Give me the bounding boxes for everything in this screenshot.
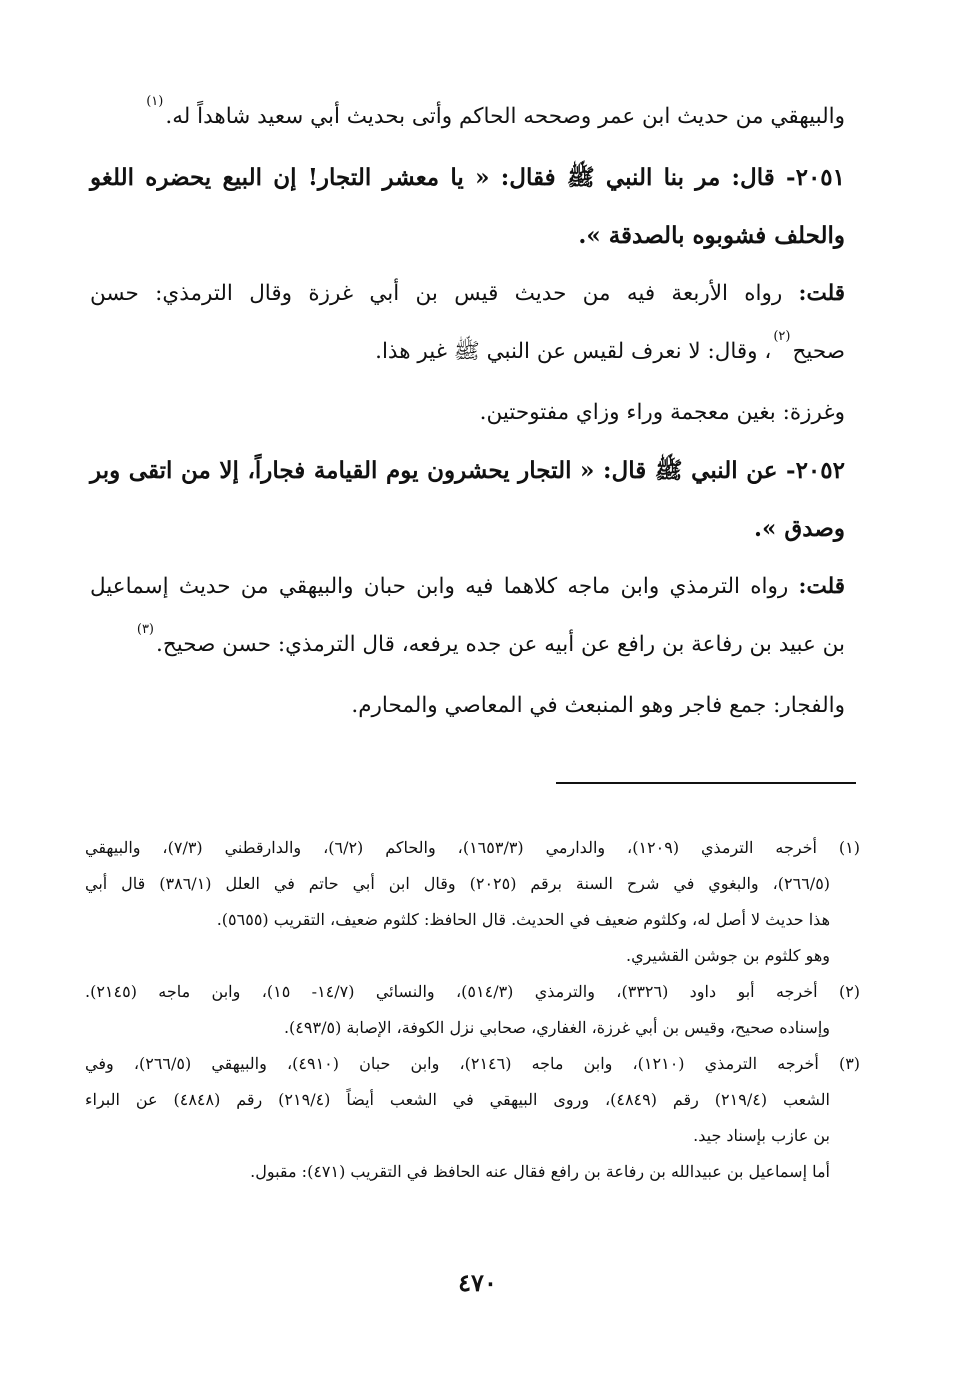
sahih-word: صحيح bbox=[792, 339, 845, 364]
footnotes bbox=[85, 830, 860, 1190]
hadith-2052-line-2: وصدق ». bbox=[754, 515, 845, 542]
footnote-3-line-4: أما إسماعيل بن عبيدالله بن رفاعة بن رافع فقال عنه الحافظ في التقريب (٤٧١): مقبول. bbox=[250, 1162, 830, 1181]
footnote-1-line-1: (١) أخرجه الترمذي (١٢٠٩)، والدارمي (١٦٥٣/٣)، والحاكم (٦/٢)، والدارقطني (٧/٣)، والبيهقي bbox=[85, 838, 861, 857]
fujjar-note: والفجار: جمع فاجر وهو المنبعث في المعاصي والمحارم. bbox=[351, 693, 845, 718]
footnote-1-line-2: (٢٦٦/٥)، والبغوي في شرح السنة برقم (٢٠٢٥) وقال ابن أبي حاتم في العلل (٣٨٦/١) قال أبي bbox=[85, 874, 831, 893]
gharza-note: وغرزة: بغين معجمة وراء وزاي مفتوحتين. bbox=[479, 400, 845, 425]
text-line-1 bbox=[90, 88, 845, 149]
footnote-ref-3: (٣) bbox=[136, 622, 154, 637]
footnote-1-line-3: هذا حديث لا أصل له، وكلثوم ضعيف في الحديث. قال الحافظ: كلثوم ضعيف، التقريب (٥٦٥٥). bbox=[216, 910, 830, 929]
hadith-2051-line-1: ٢٠٥١- قال: مر بنا النبي ﷺ فقال: « يا معشر التجار! إن البيع يحضره اللغو bbox=[90, 164, 846, 191]
commentary-2051-line-2 bbox=[90, 323, 845, 384]
page-number: ٤٧٠ bbox=[458, 1268, 497, 1297]
footnote-2-line-2: وإسناده صحيح، وقيس بن أبي غرزة، الغفاري، صحابي نزل الكوفة، الإصابة (٤٩٣/٥). bbox=[283, 1018, 830, 1037]
footnote-ref-1: (١) bbox=[146, 94, 164, 109]
commentary-2051-line-1 bbox=[90, 265, 845, 323]
commentary-2052-line-2 bbox=[90, 616, 845, 677]
ubaid-line-body: بن عبيد بن رفاعة بن رافع عن أبيه عن جده يرفعه، قال الترمذي: حسن صحيح. bbox=[156, 632, 845, 657]
footnote-ref-2: (٢) bbox=[773, 329, 791, 344]
hadith-2052-line-1: ٢٠٥٢- عن النبي ﷺ قال: « التجار يحشرون يوم القيامة فجاراً، إلا من اتقى وبر bbox=[90, 457, 845, 484]
commentary-2052-text: رواه الترمذي وابن ماجه كلاهما فيه وابن حبان والبيهقي من حديث إسماعيل bbox=[90, 574, 799, 599]
footnote-1-line-4: وهو كلثوم بن جوشن القشيري. bbox=[625, 946, 830, 965]
footnote-3-line-2: الشعب (٢١٩/٤) رقم (٤٨٤٩)، وروى البيهقي في الشعب أيضاً (٢١٩/٤) رقم (٤٨٤٨) عن البراء bbox=[85, 1090, 830, 1109]
qult-label: قلت: bbox=[798, 281, 845, 306]
text-line-1-body: والبيهقي من حديث ابن عمر وصححه الحاكم وأتى بحديث أبي سعيد شاهداً له. bbox=[165, 104, 845, 129]
footnote-3-line-1: (٣) أخرجه الترمذي (١٢١٠)، وابن ماجه (٢١٤٦)، وابن حبان (٤٩١٠)، والبيهقي (٢٦٦/٥)، وفي bbox=[85, 1054, 861, 1073]
footnote-divider bbox=[556, 782, 856, 784]
main-text bbox=[90, 88, 845, 735]
footnote-2-line-1: (٢) أخرجه أبو داود (٣٣٢٦)، والترمذي (٥١٤/٣)، والنسائي (١٤/٧- ١٥)، وابن ماجه (٢١٤٥). bbox=[85, 982, 861, 1001]
commentary-2051-text: رواه الأربعة فيه من حديث قيس بن أبي غرزة وقال الترمذي: حسن bbox=[90, 281, 799, 306]
sahih-line-rest: ، وقال: لا نعرف لقيس عن النبي ﷺ غير هذا. bbox=[375, 339, 772, 364]
commentary-2052-line-1 bbox=[90, 558, 845, 616]
hadith-2051-line-2: والحلف فشوبوه بالصدقة ». bbox=[578, 222, 845, 249]
footnote-3-line-3: بن عازب بإسناد جيد. bbox=[693, 1126, 830, 1145]
qult-label-2: قلت: bbox=[798, 574, 845, 599]
